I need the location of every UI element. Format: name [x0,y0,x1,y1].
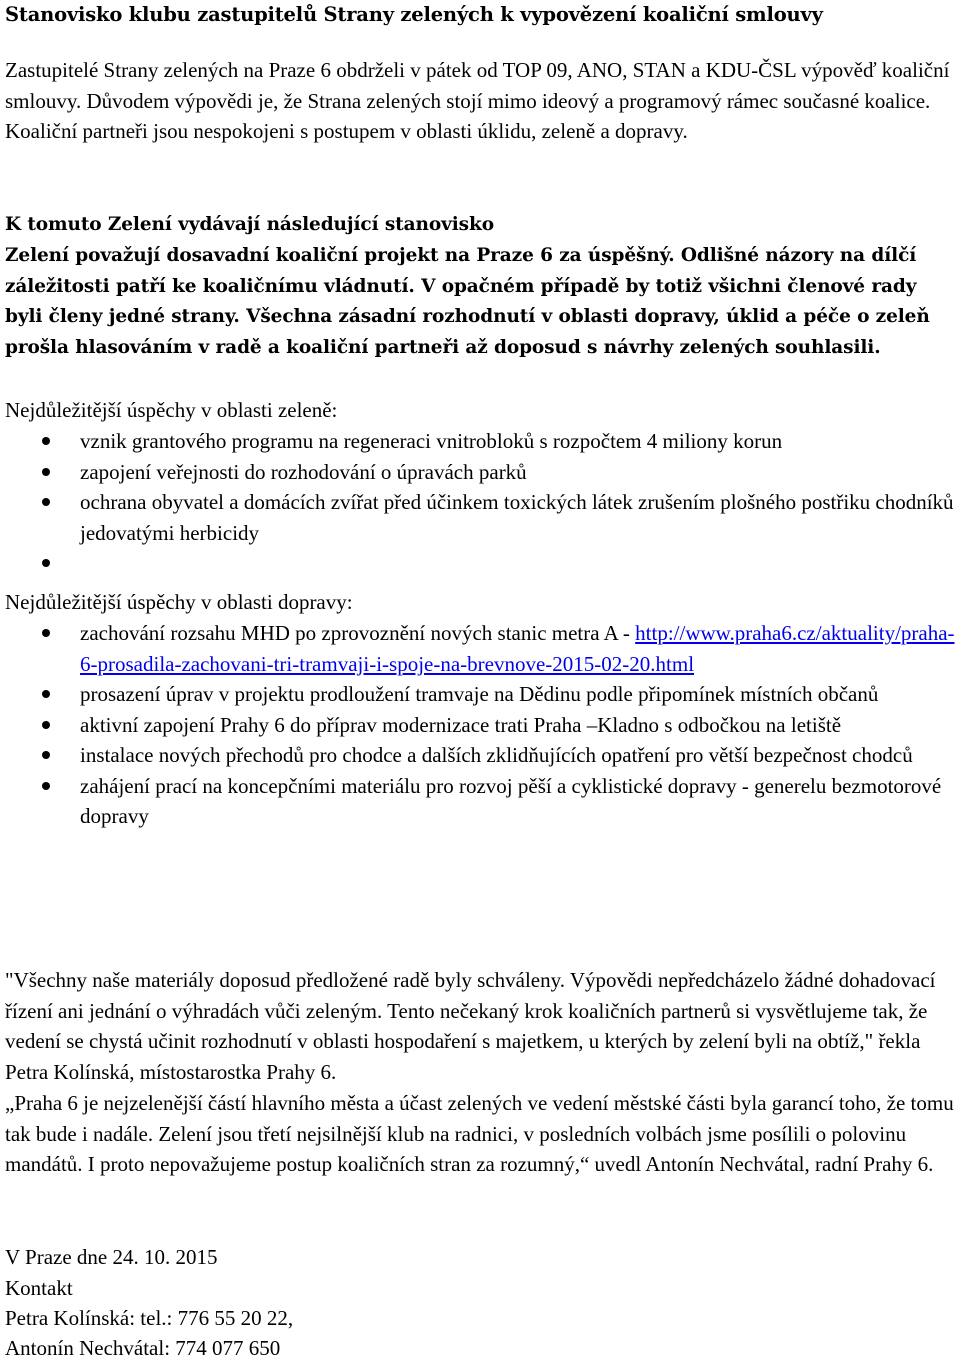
statement-heading: K tomuto Zelení vydávají následující stanovisko [5,214,494,235]
list-item: zahájení prací na koncepčními materiálu pro rozvoj pěší a cyklistické dopravy - generelu bezmotorové dopravy [5,771,957,832]
statement-body: Zelení považují dosavadní koaliční projekt na Praze 6 za úspěšný. Odlišné názory na dílčí záležitosti patří ke koaličnímu vládnutí. V opačném případě by totiž všichni členové rady byli členy jedné strany. Všechna zásadní rozhodnutí v oblasti dopravy, úklid a péče o zeleň prošla hlasováním v radě a koaliční partneři až doposud s návrhy zelených souhlasili. [5,245,930,358]
bullet-icon [42,559,50,567]
quote-nechvatal: „Praha 6 je nejzelenější částí hlavního města a účast zelených ve vedení městské části byla garancí toho, že tomu tak bude i nadále. Zelení jsou třetí nejsilnější klub na radnici, v posledních volbách jsme posílili o polovinu mandátů. I proto nepovažujeme postup koaličních stran za rozumný,“ uvedl Antonín Nechvátal, radní Prahy 6. [5,1091,954,1176]
list-item: vznik grantového programu na regeneraci vnitrobloků s rozpočtem 4 miliony korun [5,426,957,457]
bullet-icon [42,437,50,445]
empty-list-item [5,548,957,587]
contact-label: Kontakt [5,1276,73,1300]
list-item: zapojení veřejnosti do rozhodování o úpravách parků [5,457,957,488]
bullet-icon [42,751,50,759]
document-title: Stanovisko klubu zastupitelů Strany zelených k vypovězení koaliční smlouvy [5,3,823,26]
list-item: ochrana obyvatel a domácích zvířat před účinkem toxických látek zrušením plošného postřiku chodníků jedovatými herbicidy [5,487,957,548]
greenery-heading: Nejdůležitější úspěchy v oblasti zeleně: [5,398,338,422]
bullet-icon [42,498,50,506]
bullet-icon [42,629,50,637]
quote-kolinska: "Všechny naše materiály doposud předložené radě byly schváleny. Výpovědi nepředcházelo žádné dohadovací řízení ani jednání o výhradách vůči zeleným. Tento nečekaný krok koaličních partnerů si vysvětlujeme tak, že vedení se chystá učinit rozhodnutí v oblasti hospodaření s majetkem, u kterých by zelení byli na obtíž," řekla Petra Kolínská, místostarostka Prahy 6. [5,968,936,1084]
article-link[interactable]: http://www.praha6.cz/aktuality/praha-6-prosadila-zachovani-tri-tramvaji-i-spoje-na-brevnove-2015-02-20.html [80,621,955,676]
greenery-list [5,426,957,587]
contact-kolinska: Petra Kolínská: tel.: 776 55 20 22, [5,1306,294,1330]
date-line: V Praze dne 24. 10. 2015 [5,1245,218,1269]
bullet-icon [42,468,50,476]
transport-heading: Nejdůležitější úspěchy v oblasti dopravy: [5,590,353,614]
intro-paragraph: Zastupitelé Strany zelených na Praze 6 obdrželi v pátek od TOP 09, ANO, STAN a KDU-ČSL výpověď koaliční smlouvy. Důvodem výpovědi je, že Strana zelených stojí mimo ideový a programový rámec současné koalice. Koaliční partneři jsou nespokojeni s postupem v oblasti úklidu, zeleně a dopravy. [5,58,950,143]
bullet-icon [42,721,50,729]
list-item: zachování rozsahu MHD po zprovoznění nových stanic metra A - http://www.praha6.cz/aktuality/praha-6-prosadila-zachovani-tri-tramvaji-i-spoje-na-brevnove-2015-02-20.html [5,618,957,679]
bullet-icon [42,690,50,698]
list-item: instalace nových přechodů pro chodce a dalších zklidňujících opatření pro větší bezpečnost chodců [5,740,957,771]
transport-list [5,618,957,832]
bullet-icon [42,782,50,790]
list-item: aktivní zapojení Prahy 6 do příprav modernizace trati Praha –Kladno s odbočkou na letiště [5,710,957,741]
contact-nechvatal: Antonín Nechvátal: 774 077 650 [5,1336,281,1360]
list-item: prosazení úprav v projektu prodloužení tramvaje na Dědinu podle připomínek místních občanů [5,679,957,710]
